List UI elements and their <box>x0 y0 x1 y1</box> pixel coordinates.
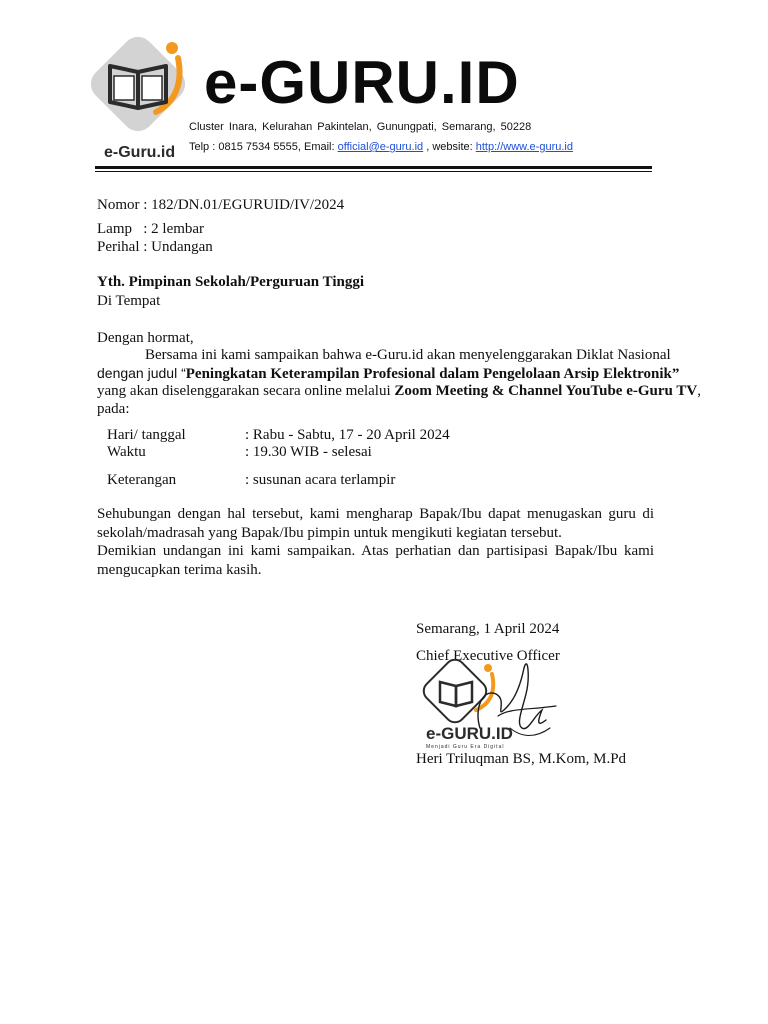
letter-subject: Perihal : Undangan <box>97 239 213 255</box>
company-stamp <box>410 658 570 758</box>
company-logo <box>86 32 196 167</box>
phone-text: Telp : 0815 7534 5555, Email: <box>189 141 338 153</box>
letterhead-rule-thick <box>95 166 652 169</box>
signer-title: Chief Executive Officer <box>416 648 560 664</box>
letterhead-rule-thin <box>95 171 652 172</box>
place-date: Semarang, 1 April 2024 <box>416 621 560 637</box>
letter-number: Nomor : 182/DN.01/EGURUID/IV/2024 <box>97 197 345 213</box>
event-title: Peningkatan Keterampilan Profesional dalam Pengelolaan Arsip Elektronik” <box>185 366 680 382</box>
greeting: Dengan hormat, <box>97 330 194 346</box>
pada-label: pada: <box>97 401 130 417</box>
recipient-line: Yth. Pimpinan Sekolah/Perguruan Tinggi <box>97 274 365 290</box>
company-address: Cluster Inara, Kelurahan Pakintelan, Gunungpati, Semarang, 50228 <box>189 121 532 133</box>
closing-paragraph-1: Sehubungan dengan hal tersebut, kami mengharap Bapak/Ibu dapat menugaskan guru di sekolah/madrasah yang Bapak/Ibu pimpin untuk mengikuti kegiatan tersebut. <box>97 506 654 541</box>
detail-value-time: : 19.30 WIB - selesai <box>245 444 372 460</box>
stamp-brand: e-GURU.ID <box>426 724 513 743</box>
logo-caption: e-Guru.id <box>104 144 176 161</box>
letter-attachment: Lamp : 2 lembar <box>97 221 205 237</box>
closing-paragraph-2: Demikian undangan ini kami sampaikan. Atas perhatian dan partisipasi Bapak/Ibu kami mengucapkan terima kasih. <box>97 543 654 578</box>
detail-label-note: Keterangan <box>107 472 177 488</box>
detail-label-time: Waktu <box>107 444 146 460</box>
email-link[interactable]: official@e-guru.id <box>337 141 424 153</box>
online-line <box>97 382 701 401</box>
company-contact <box>189 141 573 153</box>
detail-label-day: Hari/ tanggal <box>107 427 186 443</box>
online-suffix: , <box>697 383 701 399</box>
intro-line: Bersama ini kami sampaikan bahwa e-Guru.id akan menyelenggarakan Diklat Nasional <box>145 347 671 363</box>
signer-name: Heri Triluqman BS, M.Kom, M.Pd <box>416 751 627 767</box>
recipient-location: Di Tempat <box>97 293 161 309</box>
platform-name: Zoom Meeting & Channel YouTube e-Guru TV <box>394 383 698 399</box>
handwritten-signature <box>410 658 570 758</box>
detail-value-day: : Rabu - Sabtu, 17 - 20 April 2024 <box>245 427 450 443</box>
website-link[interactable]: http://www.e-guru.id <box>475 141 573 153</box>
brand-name: e-GURU.ID <box>204 49 520 116</box>
online-prefix: yang akan diselenggarakan secara online melalui <box>97 383 395 399</box>
title-prefix: dengan judul “ <box>97 365 186 381</box>
detail-value-note: : susunan acara terlampir <box>245 472 396 488</box>
event-title-line <box>97 364 679 384</box>
website-label: , website: <box>423 141 476 153</box>
stamp-tagline: Menjadi Guru Era Digital <box>426 744 505 750</box>
